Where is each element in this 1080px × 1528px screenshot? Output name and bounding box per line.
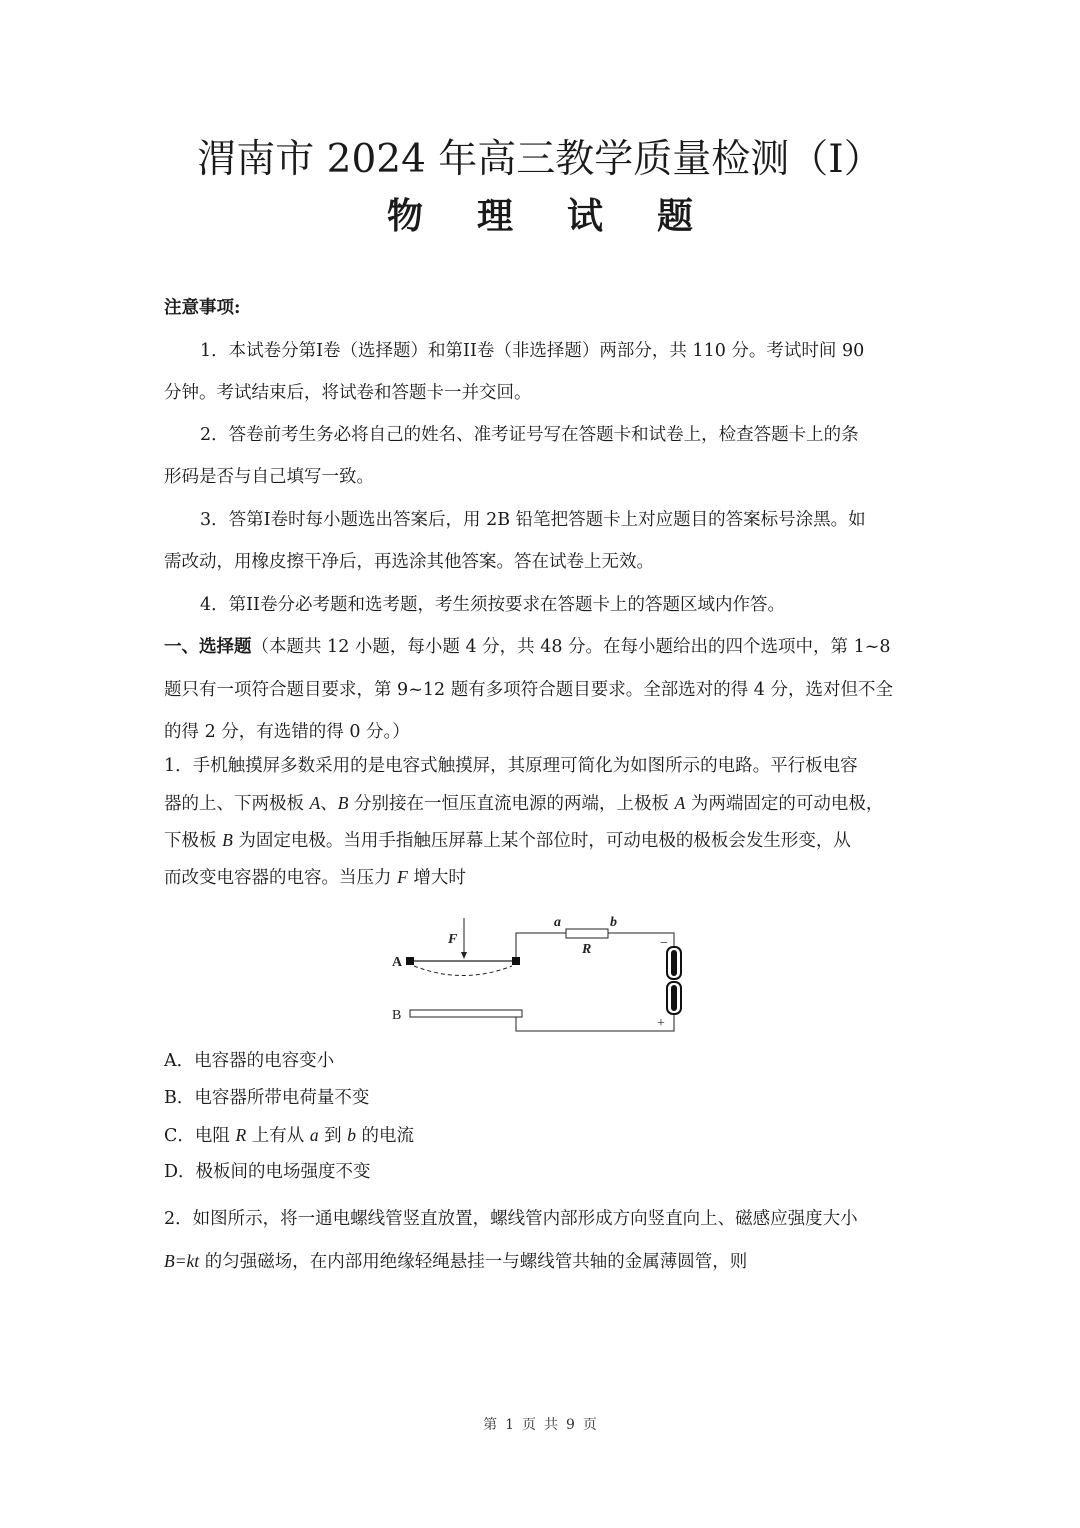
exam-subtitle	[0, 192, 1080, 240]
resistor-R	[566, 929, 608, 938]
q1-line4	[164, 864, 466, 891]
label-A: A	[392, 955, 403, 970]
label-a: a	[554, 915, 561, 930]
option-text: 电容器所带电荷量不变	[194, 1088, 370, 1108]
page-number: 1	[505, 1417, 514, 1433]
var-a: a	[309, 1125, 319, 1145]
battery-cell-1-core	[671, 950, 677, 976]
text: 下极板	[164, 831, 223, 851]
battery-cell-2-core	[671, 985, 677, 1011]
text: 器的上、下两极板	[164, 794, 310, 814]
var-A: A	[309, 793, 321, 813]
label-plus: +	[657, 1016, 665, 1031]
var-F: F	[397, 867, 408, 887]
text: 而改变电容器的电容。当压力	[164, 868, 398, 888]
option-text: 的电流	[355, 1126, 415, 1146]
wire-top-left	[516, 933, 566, 957]
subtitle-char: 理	[476, 195, 513, 237]
section1-line1	[164, 634, 891, 660]
footer-text: 第	[483, 1417, 498, 1433]
notice-heading: 注意事项:	[164, 298, 241, 318]
formula-B-kt: B=kt	[164, 1251, 200, 1271]
var-B: B	[337, 793, 349, 813]
page-footer	[0, 1414, 1080, 1434]
text: 、	[320, 794, 338, 814]
section1-line2: 题只有一项符合题目要求，第 9~12 题有多项符合题目要求。全部选对的得 4 分，选对但不全	[164, 680, 893, 700]
notice-item-3-line2: 需改动，用橡皮擦干净后，再选涂其他答案。答在试卷上无效。	[164, 552, 654, 572]
option-text: 电容器的电容变小	[194, 1051, 335, 1071]
notice-item-4-line1: 4．第II卷分必考题和选考题，考生须按要求在答题卡上的答题区域内作答。	[200, 595, 785, 615]
option-A	[164, 1048, 334, 1074]
label-minus: −	[660, 936, 668, 951]
label-R: R	[582, 942, 592, 957]
option-C	[164, 1122, 414, 1149]
notice-item-1-line1: 1．本试卷分第I卷（选择题）和第II卷（非选择题）两部分，共 110 分。考试时间 90	[200, 341, 865, 361]
subtitle-char: 试	[567, 195, 604, 237]
notice-item-2-line1: 2．答卷前考生务必将自己的姓名、准考证号写在答题卡和试卷上，检查答题卡上的条	[200, 425, 859, 445]
plate-b	[410, 1010, 522, 1017]
option-letter: C．	[164, 1126, 195, 1146]
force-arrowhead	[461, 952, 467, 959]
q2-line2	[164, 1248, 747, 1275]
section1-line3: 的得 2 分，有选错的得 0 分。）	[164, 722, 410, 742]
footer-text: 页	[522, 1417, 536, 1433]
option-D	[164, 1159, 371, 1185]
q1-line2	[164, 790, 883, 817]
var-b: b	[347, 1125, 356, 1145]
total-pages: 9	[566, 1417, 575, 1433]
option-letter: B．	[164, 1088, 195, 1108]
option-text: 极板间的电场强度不变	[195, 1162, 371, 1182]
var-B: B	[222, 830, 233, 850]
notice-item-3-line1: 3．答第I卷时每小题选出答案后，用 2B 铅笔把答题卡上对应题目的答案标号涂黑。如	[200, 510, 866, 530]
var-A: A	[674, 793, 686, 813]
deformed-plate-dashed	[414, 966, 512, 976]
option-letter: A．	[164, 1051, 195, 1071]
section1-intro: （本题共 12 小题，每小题 4 分，共 48 分。在每小题给出的四个选项中，第 1~8	[251, 637, 891, 657]
subtitle-char: 物	[386, 195, 423, 237]
q2-line1: 2．如图所示，将一通电螺线管竖直放置，螺线管内部形成方向竖直向上、磁感应强度大小	[164, 1209, 858, 1229]
label-B: B	[392, 1008, 402, 1023]
option-letter: D．	[164, 1162, 196, 1182]
label-F: F	[448, 932, 458, 947]
option-text: 上有从	[246, 1126, 310, 1146]
exam-title: 渭南市 2024 年高三教学质量检测（I）	[197, 137, 883, 182]
subtitle-char: 题	[657, 195, 694, 237]
option-text: 电阻	[194, 1126, 236, 1146]
circuit-diagram	[388, 910, 688, 1035]
text: 为固定电极。当用手指触压屏幕上某个部位时，可动电极的极板会发生形变，从	[232, 831, 851, 851]
text: 增大时	[407, 868, 466, 888]
footer-text: 页	[582, 1417, 597, 1433]
plate-a-left-terminal	[406, 957, 414, 965]
var-R: R	[235, 1125, 247, 1145]
q1-line1: 1．手机触摸屏多数采用的是电容式触摸屏，其原理可简化为如图所示的电路。平行板电容	[164, 756, 858, 776]
text: 分别接在一恒压直流电源的两端，上极板	[348, 794, 675, 814]
plate-a-right-terminal	[512, 957, 520, 965]
footer-text: 共	[544, 1417, 558, 1433]
q1-line3	[164, 827, 851, 854]
notice-item-2-line2: 形码是否与自己填写一致。	[164, 467, 374, 487]
option-B	[164, 1085, 369, 1111]
text: 为两端固定的可动电极，	[685, 794, 884, 814]
notice-item-1-line2: 分钟。考试结束后，将试卷和答题卡一并交回。	[164, 383, 532, 403]
label-b: b	[610, 915, 617, 930]
option-text: 到	[318, 1126, 348, 1146]
text: 的匀强磁场，在内部用绝缘轻绳悬挂一与螺线管共轴的金属薄圆管，则	[199, 1252, 748, 1272]
section1-heading: 一、选择题	[164, 637, 252, 657]
wire-bottom	[516, 1014, 674, 1031]
